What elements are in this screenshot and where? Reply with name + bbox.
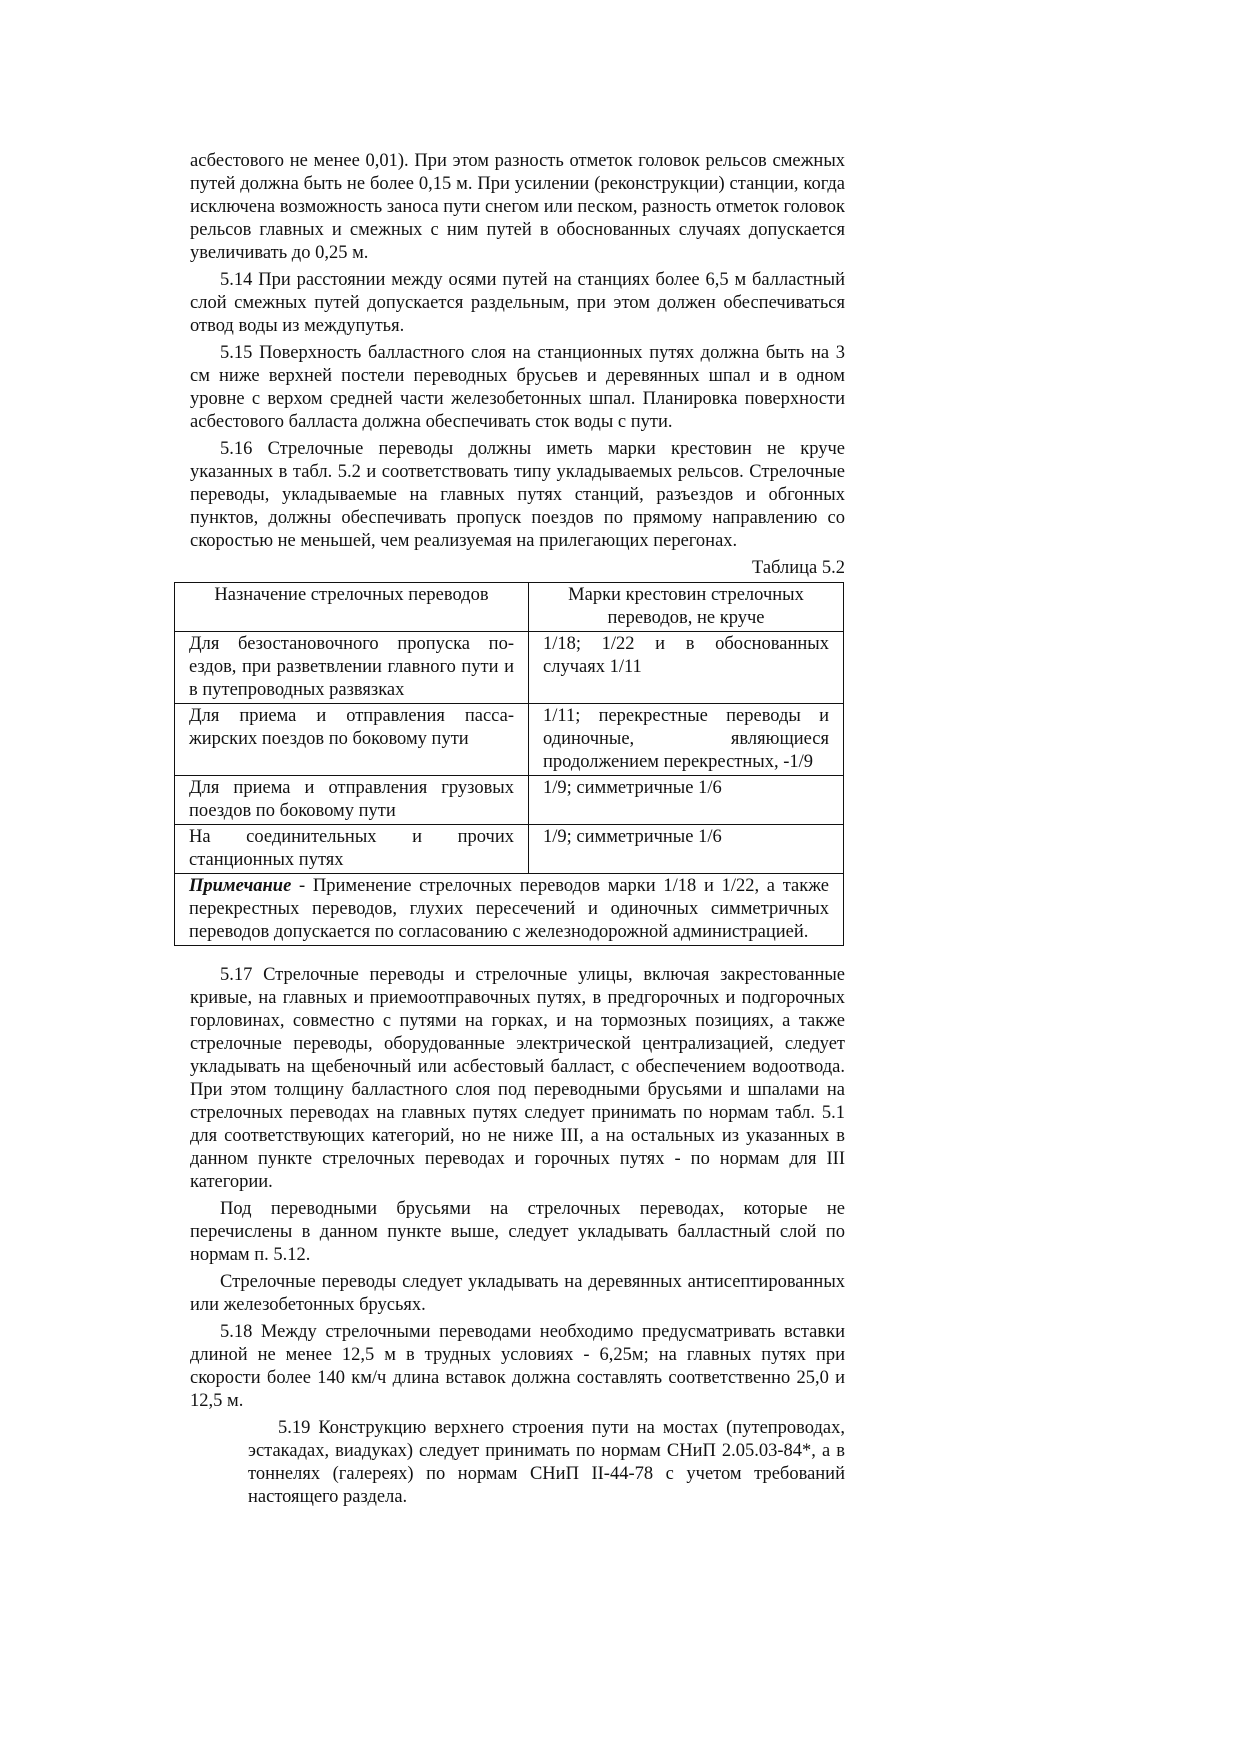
- table-row: [175, 632, 844, 704]
- table-header-purpose: Назначение стрелочных переводов: [175, 583, 529, 632]
- table-cell-purpose: Для безостановочного пропуска по-ездов, при разветвлении главного пути и в путепроводных развязках: [175, 632, 529, 704]
- table-row: [175, 704, 844, 776]
- table-cell-marks: 1/18; 1/22 и в обоснованных случаях 1/11: [529, 632, 844, 704]
- table-header-marks: Марки крестовин стрелочных переводов, не круче: [529, 583, 844, 632]
- table-cell-marks: 1/9; симметричные 1/6: [529, 825, 844, 874]
- paragraph-5-15: 5.15 Поверхность балластного слоя на станционных путях должна быть на 3 см ниже верхней постели переводных брусьев и деревянных шпал и в одном уровне с верхом средней части железобетонных шпал. Планировка поверхности асбестового балласта должна обеспечивать сток воды с пути.: [190, 343, 845, 432]
- paragraph-5-16: 5.16 Стрелочные переводы должны иметь марки крестовин не круче указанных в табл. 5.2 и соответствовать типу укладываемых рельсов. Стрелочные переводы, укладываемые на главных путях станций, разъездов и обгонных пунктов, должны обеспечивать пропуск поездов по прямому направлению со скоростью не меньшей, чем реализуемая на прилегающих перегонах.: [190, 439, 845, 551]
- table-5-2: [174, 582, 844, 946]
- table-caption: Таблица 5.2: [752, 558, 845, 578]
- table-cell-purpose: Для приема и отправления грузовых поездов по боковому пути: [175, 776, 529, 825]
- table-row: [175, 776, 844, 825]
- table-note: [175, 874, 844, 946]
- paragraph-continuation: асбестового не менее 0,01). При этом разность отметок головок рельсов смежных путей должна быть не более 0,15 м. При усилении (реконструкции) станции, когда исключена возможность заноса пути снегом или песком, разность отметок головок рельсов главных и смежных с ним путей в обоснованных случаях допускается увеличивать до 0,25 м.: [190, 151, 845, 263]
- note-text: - Применение стрелочных переводов марки 1/18 и 1/22, а также перекрестных переводов, глухих пересечений и одиночных симметричных переводов допускается по согласованию с железнодорожной администрацией.: [189, 876, 829, 942]
- table-cell-marks: 1/9; симметричные 1/6: [529, 776, 844, 825]
- table-header-row: [175, 583, 844, 632]
- paragraph-under-beams: Под переводными брусьями на стрелочных переводах, которые не перечислены в данном пункте выше, следует укладывать балластный слой по нормам п. 5.12.: [190, 1199, 845, 1265]
- table-cell-marks: 1/11; перекрестные переводы и одиночные, являющиеся продолжением перекрестных, -1/9: [529, 704, 844, 776]
- document-page: [190, 150, 845, 1513]
- paragraph-5-17: 5.17 Стрелочные переводы и стрелочные улицы, включая закрестованные кривые, на главных и приемоотправочных путях, в предгорочных и подгорочных горловинах, совместно с путями на горках, и на тормозных позициях, а также стрелочные переводы, оборудованные электрической централизацией, следует укладывать на щебеночный или асбестовый балласт, с обеспечением водоотвода. При этом толщину балластного слоя под переводными брусьями и шпалами на стрелочных переводах на главных путях следует принимать по нормам табл. 5.1 для соответствующих категорий, но не ниже III, а на остальных из указанных в данном пункте стрелочных переводах и горочных путях - по нормам для III категории.: [190, 965, 845, 1192]
- note-label: Примечание: [189, 876, 292, 896]
- table-note-row: [175, 874, 844, 946]
- paragraph-5-18: 5.18 Между стрелочными переводами необходимо предусматривать вставки длиной не менее 12,5 м в трудных условиях - 6,25м; на главных путях при скорости более 140 км/ч длина вставок должна составлять соответственно 25,0 и 12,5 м.: [190, 1322, 845, 1411]
- paragraph-5-14: 5.14 При расстоянии между осями путей на станциях более 6,5 м балластный слой смежных путей допускается раздельным, при этом должен обеспечиваться отвод воды из междупутья.: [190, 270, 845, 336]
- table-row: [175, 825, 844, 874]
- paragraph-switch-laying: Стрелочные переводы следует укладывать на деревянных антисептированных или железобетонных брусьях.: [190, 1272, 845, 1315]
- table-cell-purpose: На соединительных и прочих станционных путях: [175, 825, 529, 874]
- paragraph-5-19: 5.19 Конструкцию верхнего строения пути на мостах (путепроводах, эстакадах, виадуках) следует принимать по нормам СНиП 2.05.03-84*, а в тоннелях (галереях) по нормам СНиП II-44-78 с учетом требований настоящего раздела.: [248, 1418, 845, 1507]
- table-cell-purpose: Для приема и отправления пасса-жирских поездов по боковому пути: [175, 704, 529, 776]
